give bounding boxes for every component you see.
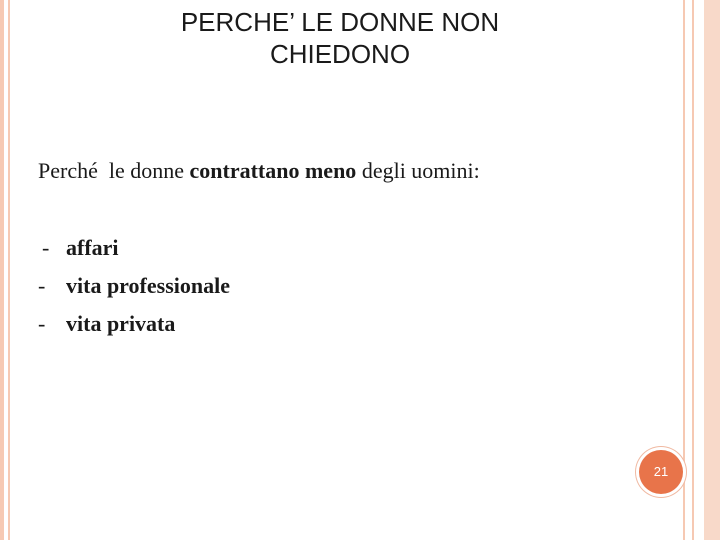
bullet-marker: - — [38, 311, 46, 336]
intro-text-1: Perché le donne — [38, 158, 190, 183]
bullet-marker: - — [38, 273, 46, 298]
intro-paragraph — [38, 157, 658, 185]
bullet-list — [38, 229, 538, 343]
slide-title-line-1: PERCHE’ LE DONNE NON — [180, 7, 500, 37]
slide-title — [60, 6, 620, 70]
list-item — [38, 229, 538, 267]
slide-title-line-2: CHIEDONO — [269, 39, 411, 69]
list-item-text: vita professionale — [66, 273, 230, 298]
list-item — [38, 305, 538, 343]
right-border-mid — [692, 0, 694, 540]
right-border-outer — [704, 0, 720, 540]
left-border-outer — [0, 0, 4, 540]
right-border-inner — [683, 0, 685, 540]
intro-text-2: degli uomini: — [356, 158, 480, 183]
left-border-inner — [8, 0, 10, 540]
list-item-text: affari — [66, 235, 119, 260]
list-item-text: vita privata — [66, 311, 176, 336]
bullet-marker: - — [42, 235, 50, 260]
list-item — [38, 267, 538, 305]
page-number-badge: 21 — [639, 450, 683, 494]
intro-bold-text: contrattano meno — [189, 158, 357, 183]
